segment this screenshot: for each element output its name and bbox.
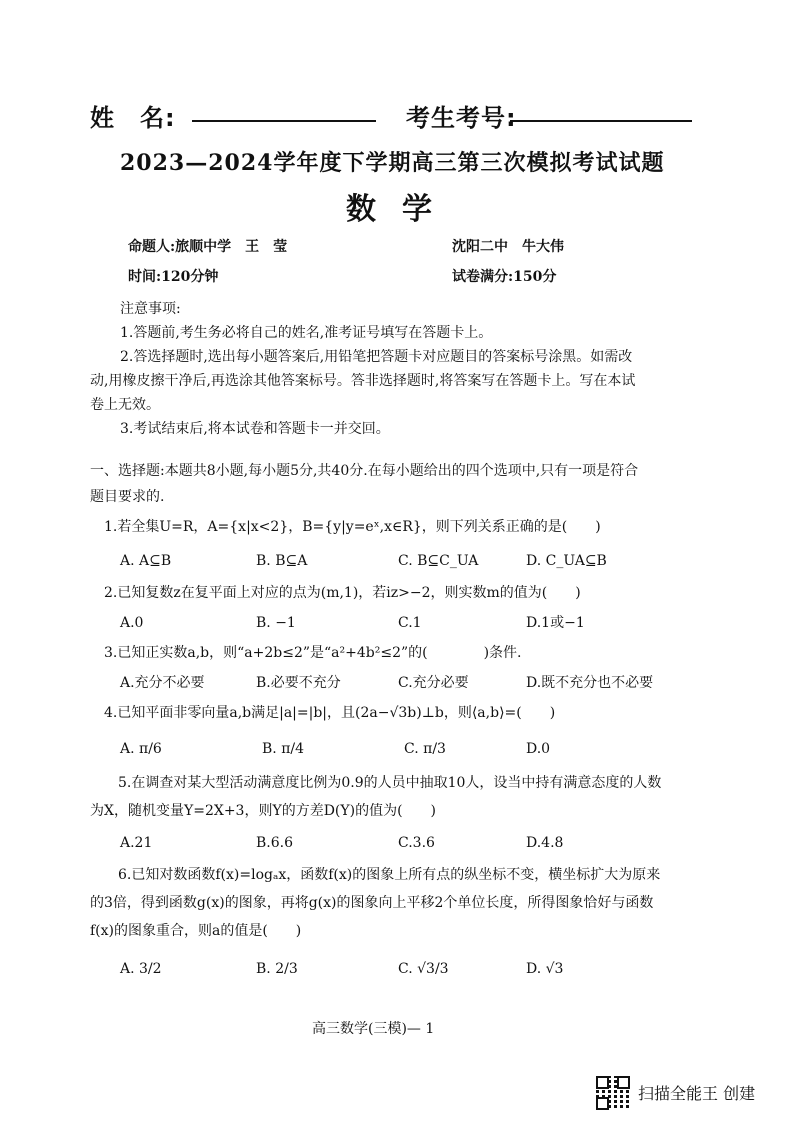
authors-2: 沈阳二中 牛大伟: [452, 239, 564, 255]
student-id-blank-line: [510, 120, 692, 122]
q4-option-b: B. π/4: [262, 741, 305, 757]
q4-option-d: D.0: [526, 741, 551, 757]
q6-option-d: D. √3: [526, 961, 564, 977]
note-item: 动,用橡皮擦干净后,再选涂其他答案标号。答非选择题时,将答案写在答题卡上。写在本试: [90, 373, 636, 389]
q6-option-c: C. √3/3: [398, 961, 449, 977]
note-item: 3.考试结束后,将本试卷和答题卡一并交回。: [120, 421, 390, 437]
question-5-stem-cont: 为X，随机变量Y=2X+3，则Y的方差D(Y)的值为( ): [90, 803, 437, 819]
section-heading: 一、选择题:本题共8小题,每小题5分,共40分.在每小题给出的四个选项中,只有一项是符合: [90, 463, 639, 479]
q1-option-c: C. B⊆C_UA: [398, 553, 479, 569]
question-3-stem: 3.已知正实数a,b，则“a+2b≤2”是“a²+4b²≤2”的( )条件.: [104, 645, 522, 661]
q4-option-a: A. π/6: [120, 741, 162, 757]
q3-option-c: C.充分必要: [398, 675, 469, 691]
exam-score: 试卷满分:150分: [452, 269, 557, 285]
scanner-brand: 扫描全能王 创建: [638, 1084, 756, 1103]
q1-option-a: A. A⊆B: [120, 553, 172, 569]
q3-option-a: A.充分不必要: [120, 675, 205, 691]
exam-time: 时间:120分钟: [128, 269, 219, 285]
q2-option-d: D.1或−1: [526, 615, 585, 631]
note-item: 卷上无效。: [90, 397, 160, 413]
question-6-stem-cont2: f(x)的图象重合，则a的值是( ): [90, 923, 302, 939]
q5-option-c: C.3.6: [398, 835, 435, 851]
q5-option-b: B.6.6: [256, 835, 294, 851]
page-footer: 高三数学(三模)— 1: [312, 1021, 435, 1037]
question-6-stem-cont: 的3倍，得到函数g(x)的图象，再将g(x)的图象向上平移2个单位长度，所得图象恰好与函数: [90, 895, 654, 911]
qr-finder-icon: [596, 1076, 609, 1089]
question-2-stem: 2.已知复数z在复平面上对应的点为(m,1)，若iz>−2，则实数m的值为( ): [104, 585, 581, 601]
q4-option-c: C. π/3: [404, 741, 446, 757]
notes-heading: 注意事项:: [120, 301, 181, 317]
q3-option-b: B.必要不充分: [256, 675, 341, 691]
exam-title: 2023—2024学年度下学期高三第三次模拟考试试题: [120, 150, 665, 176]
authors: 命题人:旅顺中学 王 莹: [128, 239, 288, 255]
subject-title: 数学: [346, 192, 458, 227]
question-4-stem: 4.已知平面非零向量a,b满足|a|=|b|，且(2a−√3b)⊥b，则⟨a,b⟩=( ): [104, 705, 556, 721]
q6-option-a: A. 3/2: [120, 961, 162, 977]
q1-option-b: B. B⊆A: [256, 553, 308, 569]
note-item: 2.答选择题时,选出每小题答案后,用铅笔把答题卡对应题目的答案标号涂黑。如需改: [120, 349, 633, 365]
name-blank-line: [192, 120, 376, 122]
q2-option-c: C.1: [398, 615, 422, 631]
q5-option-a: A.21: [120, 835, 153, 851]
question-5-stem: 5.在调查对某大型活动满意度比例为0.9的人员中抽取10人，设当中持有满意态度的人数: [118, 775, 662, 791]
student-id-label: 考生考号:: [406, 104, 517, 132]
q5-option-d: D.4.8: [526, 835, 564, 851]
q2-option-b: B. −1: [256, 615, 296, 631]
q2-option-a: A.0: [120, 615, 144, 631]
qr-finder-icon: [617, 1076, 630, 1089]
name-label: 姓 名:: [90, 104, 176, 132]
q3-option-d: D.既不充分也不必要: [526, 675, 654, 691]
question-6-stem: 6.已知对数函数f(x)=logₐx，函数f(x)的图象上所有点的纵坐标不变，横坐标扩大为原来: [118, 867, 661, 883]
note-item: 1.答题前,考生务必将自己的姓名,准考证号填写在答题卡上。: [120, 325, 493, 341]
qr-finder-icon: [596, 1097, 609, 1110]
section-heading-cont: 题目要求的.: [90, 489, 165, 505]
q6-option-b: B. 2/3: [256, 961, 298, 977]
question-1-stem: 1.若全集U=R，A={x|x<2}，B={y|y=eˣ,x∈R}，则下列关系正确的是( ): [104, 519, 601, 535]
q1-option-d: D. C_UA⊆B: [526, 553, 607, 569]
